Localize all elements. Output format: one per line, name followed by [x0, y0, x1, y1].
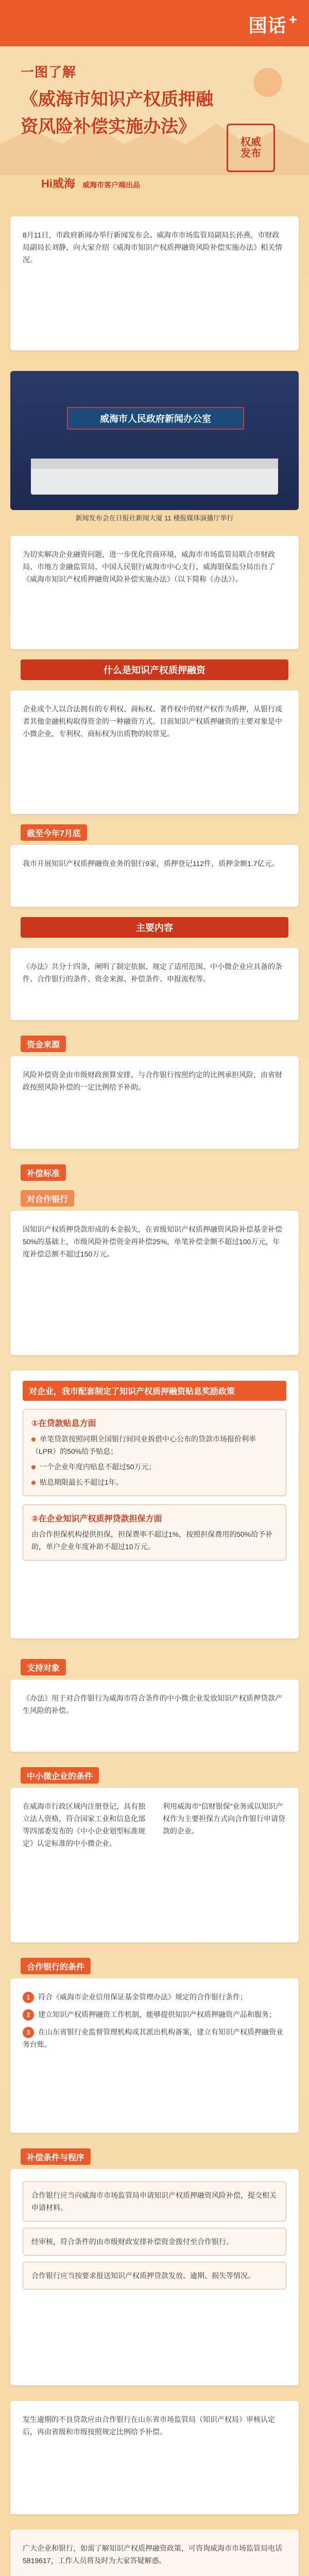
- title-line-1: 一图了解: [21, 64, 77, 80]
- sme-condition-tag: 中小微企业的条件: [21, 1767, 99, 1784]
- photo-banner: 威海市人民政府新闻办公室: [67, 407, 244, 430]
- hi-weihai-text: Hi威海: [41, 177, 76, 190]
- purpose-paragraph: 为切实解决企业融资问题，进一步优化营商环境，威海市市场监管局联合市财政局、市地方金融监管局、中国人民银行威海市中心支行、威海银保监分局出台了《威海市知识产权质押融资风险补偿实施办法》（以下简称《办法》）。: [23, 550, 275, 583]
- brand-text: 国话: [248, 15, 287, 36]
- sme-condition-card: [10, 1788, 299, 1942]
- bank-condition-item: 3 在山东省银行业监督管理机构或其派出机构备案，建立有知识产权质押融资业务台账。: [23, 2028, 283, 2048]
- photo-caption: 新闻发布会在日报社新闻大厦 11 楼报媒体演播厅举行: [75, 514, 234, 522]
- support-tag: 支持对象: [21, 1659, 66, 1675]
- claim-process-card: [10, 2169, 299, 2385]
- sme-condition-right: 利用威海市“信财银保”业务或以知识产权作为主要担保方式向合作银行申请贷款的企业。: [163, 1802, 285, 1835]
- compensation-card: [10, 1211, 299, 1355]
- interest-item-2-paragraph: 由合作担保机构提供担保，担保费率不超过1%，按照担保费用的50%给予补助，单户企业年度补助不超过10万元。: [31, 1530, 273, 1551]
- interest-point: 单笔贷款按照同期全国银行间同业拆借中心公布的贷款市场报价利率（LPR）的50%给予贴息；: [31, 1435, 256, 1455]
- hi-weihai-logo: [41, 175, 140, 191]
- intro-paragraph: 8月11日，市政府新闻办举行新闻发布会。威海市市场监管局副局长孙燕，市财政局副局长刘静，向大家介绍《威海市知识产权质押融资风险补偿实施办法》相关情况。: [23, 231, 282, 264]
- bank-condition-tag: 合作银行的条件: [21, 1958, 91, 1974]
- interest-item-2: [23, 1504, 286, 1561]
- bank-condition-card: [10, 1978, 299, 2133]
- claim-step: 合作银行应当按要求报送知识产权质押贷款发放、逾期、损失等情况。: [23, 2262, 286, 2290]
- interest-point: 一个企业年度内贴息不超过50万元；: [31, 1461, 278, 1473]
- support-paragraph: 《办法》用于对合作银行为威海市符合条件的中小微企业发放知识产权质押贷款产生风险的补偿。: [23, 1694, 282, 1715]
- closing-card: [10, 2401, 299, 2514]
- main-content-card: [10, 948, 299, 1020]
- main-content-paragraph: 《办法》共分十四条，阐明了制定依据、规定了适用范围、中小微企业应具备的条件、合作银行的条件、资金来源、补偿条件、申报流程等。: [23, 962, 282, 983]
- brand-plus: +: [288, 11, 298, 27]
- claim-step: 合作银行应当向威海市市场监管局申请知识产权质押融资风险补偿，提交相关申请材料。: [23, 2181, 286, 2222]
- stamp-text-1: 权威: [241, 137, 261, 148]
- sme-condition-left: 在威海市行政区域内注册登记，具有独立法人资格，符合国家工业和信息化部等四部委发布的《中小企业划型标准规定》认定标准的中小微企业。: [23, 1802, 145, 1848]
- bank-condition-item: 1 符合《威海市企业信用保证基金管理办法》规定的合作银行条件；: [23, 1991, 286, 2003]
- brand-logo: [249, 11, 298, 38]
- interest-card: [10, 1370, 299, 1638]
- main-content-header: 主要内容: [21, 917, 288, 938]
- interest-item-2-label: ②在企业知识产权质押贷款担保方面: [31, 1515, 162, 1523]
- interest-item-1: [23, 1409, 286, 1496]
- title-line-2: 《威海市知识产权质押融: [21, 90, 213, 109]
- capital-tag: 资金来源: [21, 1036, 66, 1052]
- stats-paragraph: 我市开展知识产权质押融资业务的银行9家，质押登记112件，质押金额1.7亿元。: [23, 859, 279, 868]
- authority-stamp: [227, 124, 275, 172]
- what-is-paragraph: 企业或个人以合法拥有的专利权、商标权、著作权中的财产权作为质押，从银行或者其他金融机构取得资金的一种融资方式。目前知识产权质押融资的主要对象是中小微企业，专利权、商标权为出质物的较常见。: [23, 705, 282, 738]
- photo-table: [31, 459, 278, 495]
- contact-card: [10, 2530, 299, 2576]
- interest-item-1-label: ①在贷款贴息方面: [31, 1419, 96, 1428]
- what-is-header: 什么是知识产权质押融资: [21, 659, 288, 680]
- bullet-icon: [31, 1437, 36, 1442]
- capital-paragraph: 风险补偿资金由市级财政预算安排，与合作银行按照约定的比例承担风险，由省财政按照风险补偿的一定比例给予补助。: [23, 1071, 282, 1091]
- purpose-card: [10, 536, 299, 649]
- number-icon: 1: [23, 1992, 34, 2003]
- number-icon: 2: [23, 2009, 34, 2021]
- compensation-tag: 补偿标准: [21, 1164, 66, 1181]
- stats-card: [10, 845, 299, 907]
- stamp-text-2: 发布: [241, 148, 261, 159]
- bank-compensation-tag: 对合作银行: [21, 1190, 74, 1207]
- hi-weihai-subtext: 威海市客户端出品: [82, 181, 141, 189]
- stats-tag: 截至今年7月底: [21, 824, 87, 841]
- contact-paragraph: 广大企业和银行，如需了解知识产权质押融资政策，可咨询威海市市场监管局电话5819617，工作人员将及时为大家答疑解惑。: [23, 2544, 282, 2565]
- claim-process-tag: 补偿条件与程序: [21, 2148, 91, 2165]
- top-bar: [0, 0, 309, 46]
- what-is-card: [10, 690, 299, 814]
- bank-condition-item: 2 建立知识产权质押融资工作机制，能够提供知识产权质押融资产品和服务；: [23, 2008, 286, 2021]
- interest-point: 贴息期限最长不超过1年。: [31, 1476, 278, 1488]
- compensation-paragraph: 因知识产权质押贷款形成的本金损失，在省级知识产权质押融资风险补偿基金补偿50%的基础上，市级风险补偿资金再补偿25%，单笔补偿金额不超过100万元，年度补偿总额不超过150万元。: [23, 1225, 282, 1258]
- claim-step: 经审核，符合条件的由市级财政安排补偿资金拨付至合作银行。: [23, 2228, 286, 2256]
- photo-table-cloth: [31, 459, 278, 469]
- bullet-icon: [31, 1481, 36, 1485]
- support-card: [10, 1680, 299, 1752]
- bullet-icon: [31, 1465, 36, 1469]
- title-line-3: 资风险补偿实施办法》: [21, 117, 196, 137]
- press-conference-photo: [10, 371, 299, 510]
- number-icon: 3: [23, 2027, 34, 2038]
- interest-tag: 对企业，我市配套制定了知识产权质押融资贴息奖励政策: [23, 1381, 286, 1401]
- closing-paragraph: 发生逾期的不良贷款应由合作银行在山东省市场监管局（知识产权局）审核认定后，再由省级和市级按照规定比例给予补偿。: [23, 2415, 275, 2436]
- intro-card: [10, 216, 299, 350]
- capital-card: [10, 1056, 299, 1149]
